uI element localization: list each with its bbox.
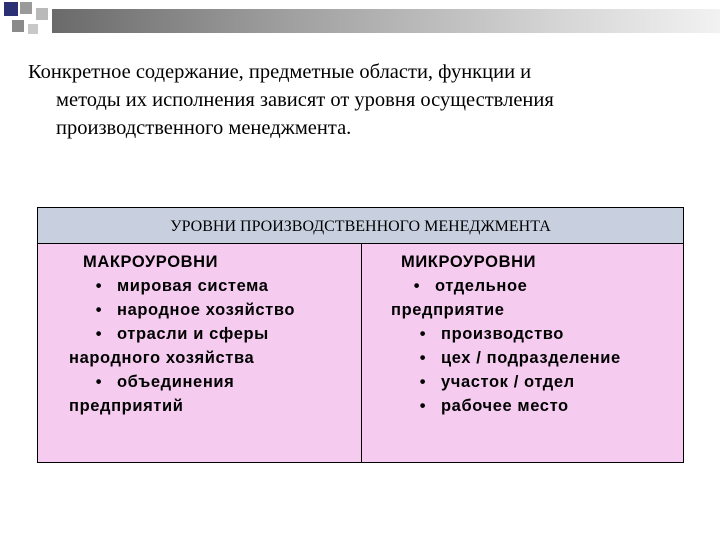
intro-paragraph	[28, 58, 708, 142]
title-gradient-bar	[52, 9, 720, 33]
micro-item	[399, 346, 683, 370]
bullet: •	[419, 349, 427, 367]
bullet: •	[413, 277, 421, 295]
bullet: •	[95, 277, 103, 295]
micro-item	[399, 322, 683, 346]
macro-item-continuation: народного хозяйства	[69, 349, 255, 367]
macro-item	[69, 274, 361, 298]
levels-table	[37, 207, 684, 463]
macro-column	[38, 244, 362, 462]
bullet: •	[419, 373, 427, 391]
intro-line-3: производственного менеджмента.	[56, 117, 352, 139]
micro-item-text: участок / отдел	[441, 373, 575, 391]
micro-item-text: производство	[441, 325, 564, 343]
micro-item-continuation: предприятие	[391, 301, 505, 319]
micro-item	[399, 274, 683, 298]
macro-item	[69, 322, 361, 346]
corner-square-mid	[12, 20, 24, 32]
micro-item-text: рабочее место	[441, 397, 569, 415]
macro-title: МАКРОУРОВНИ	[83, 253, 219, 271]
bullet: •	[95, 373, 103, 391]
micro-title: МИКРОУРОВНИ	[401, 253, 537, 271]
micro-item-text: отдельное	[435, 277, 528, 295]
micro-item	[399, 370, 683, 394]
bullet: •	[95, 301, 103, 319]
micro-item-text: цех / подразделение	[441, 349, 621, 367]
macro-item-text: мировая система	[117, 277, 269, 295]
intro-line-1: Конкретное содержание, предметные области, функции и	[28, 61, 532, 83]
table-header: УРОВНИ ПРОИЗВОДСТВЕННОГО МЕНЕДЖМЕНТА	[38, 208, 683, 244]
macro-item-text: отрасли и сферы	[117, 325, 269, 343]
corner-square-dark	[4, 2, 18, 16]
corner-square-gray	[20, 2, 32, 14]
micro-column	[362, 244, 683, 462]
corner-square-light	[36, 8, 48, 20]
bullet: •	[419, 397, 427, 415]
micro-item	[399, 394, 683, 418]
intro-line-2: методы их исполнения зависят от уровня осуществления	[56, 89, 554, 111]
macro-item-text: объединения	[117, 373, 235, 391]
table-body	[38, 244, 683, 462]
macro-item-continuation: предприятий	[69, 397, 184, 415]
macro-item	[69, 370, 361, 394]
macro-item-text: народное хозяйство	[117, 301, 296, 319]
bullet: •	[419, 325, 427, 343]
macro-item	[69, 298, 361, 322]
corner-square-pale	[28, 24, 38, 34]
bullet: •	[95, 325, 103, 343]
